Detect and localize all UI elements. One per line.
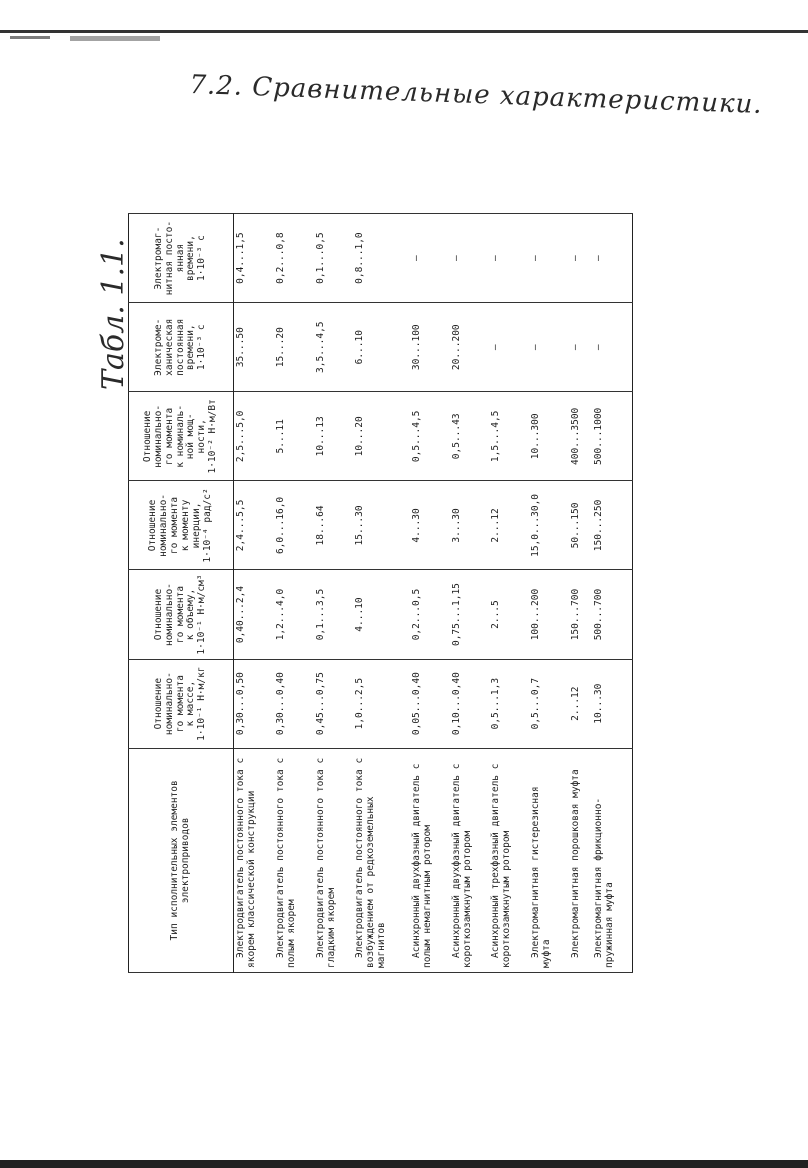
table-row bbox=[592, 214, 633, 973]
rotated-table-container bbox=[128, 213, 633, 973]
cell-value: 150...250 bbox=[592, 481, 633, 570]
header-torque-inertia: Отношение номинально- го момента к моменту инерции, 1·10⁻⁴ рад/с² bbox=[129, 481, 234, 570]
characteristics-table bbox=[128, 213, 633, 973]
cell-value: 500...700 bbox=[592, 570, 633, 659]
scan-smudge bbox=[10, 36, 50, 39]
cell-value: — bbox=[489, 214, 529, 303]
table-row bbox=[234, 214, 275, 973]
cell-value: 500...1000 bbox=[592, 392, 633, 481]
cell-value: 0,30...0,40 bbox=[274, 659, 314, 748]
cell-value: 0,30...0,50 bbox=[234, 659, 275, 748]
cell-value: 0,8...1,0 bbox=[353, 214, 410, 303]
scan-bottom-edge bbox=[0, 1160, 808, 1168]
row-name: Асинхронный двухфазный двигатель с короткозамкнутым ротором bbox=[450, 748, 490, 972]
cell-value: 1,2...4,0 bbox=[274, 570, 314, 659]
cell-value: — bbox=[569, 303, 592, 392]
cell-value: 15,0...30,0 bbox=[529, 481, 569, 570]
cell-value: 0,1...3,5 bbox=[314, 570, 354, 659]
table-row bbox=[274, 214, 314, 973]
cell-value: 15...30 bbox=[353, 481, 410, 570]
cell-value: 0,5...4,5 bbox=[410, 392, 450, 481]
cell-value: 5...11 bbox=[274, 392, 314, 481]
header-torque-mass: Отношение номинально- го момента к массе, 1·10⁻¹ Н·м/кг bbox=[129, 659, 234, 748]
cell-value: 100...200 bbox=[529, 570, 569, 659]
cell-value: 0,05...0,40 bbox=[410, 659, 450, 748]
table-header-row bbox=[129, 214, 234, 973]
cell-value: 0,40...2,4 bbox=[234, 570, 275, 659]
cell-value: 0,1...0,5 bbox=[314, 214, 354, 303]
cell-value: — bbox=[410, 214, 450, 303]
cell-value: — bbox=[592, 303, 633, 392]
table-row bbox=[489, 214, 529, 973]
cell-value: 0,2...0,5 bbox=[410, 570, 450, 659]
cell-value: 6...10 bbox=[353, 303, 410, 392]
table-row bbox=[410, 214, 450, 973]
cell-value: — bbox=[450, 214, 490, 303]
cell-value: 0,2...0,8 bbox=[274, 214, 314, 303]
cell-value: 2,5...5,0 bbox=[234, 392, 275, 481]
cell-value: 3,5...4,5 bbox=[314, 303, 354, 392]
cell-value: 20...200 bbox=[450, 303, 490, 392]
cell-value: 0,10...0,40 bbox=[450, 659, 490, 748]
cell-value: — bbox=[592, 214, 633, 303]
table-label: Табл. 1.1. bbox=[96, 238, 131, 390]
cell-value: 30...100 bbox=[410, 303, 450, 392]
cell-value: 3...30 bbox=[450, 481, 490, 570]
cell-value: 15...20 bbox=[274, 303, 314, 392]
row-name: Электродвигатель постоянного тока с полым якорем bbox=[274, 748, 314, 972]
table-row bbox=[353, 214, 410, 973]
cell-value: 35...50 bbox=[234, 303, 275, 392]
cell-value: 0,4...1,5 bbox=[234, 214, 275, 303]
cell-value: — bbox=[529, 214, 569, 303]
header-torque-volume: Отношение номинально- го момента к объему, 1·10⁻¹ Н·м/см³ bbox=[129, 570, 234, 659]
cell-value: 10...13 bbox=[314, 392, 354, 481]
scan-smudge bbox=[70, 36, 160, 41]
cell-value: — bbox=[489, 303, 529, 392]
row-name: Асинхронный двухфазный двигатель с полым немагнитным ротором bbox=[410, 748, 450, 972]
row-name: Электродвигатель постоянного тока с гладким якорем bbox=[314, 748, 354, 972]
handwritten-heading: 7.2. Сравнительные характеристики. bbox=[188, 70, 764, 120]
table-row bbox=[314, 214, 354, 973]
cell-value: 2...5 bbox=[489, 570, 529, 659]
row-name: Электромагнитная порошковая муфта bbox=[569, 748, 592, 972]
cell-value: — bbox=[569, 214, 592, 303]
row-name: Асинхронный трехфазный двигатель с короткозамкнутым ротором bbox=[489, 748, 529, 972]
table-row bbox=[450, 214, 490, 973]
cell-value: 2...12 bbox=[489, 481, 529, 570]
cell-value: 0,5...0,7 bbox=[529, 659, 569, 748]
cell-value: 4...30 bbox=[410, 481, 450, 570]
cell-value: 10...30 bbox=[592, 659, 633, 748]
cell-value: 10...20 bbox=[353, 392, 410, 481]
header-electromechanical-time: Электроме- ханическая постоянная времени, 1·10⁻³ с bbox=[129, 303, 234, 392]
cell-value: 400...3500 bbox=[569, 392, 592, 481]
cell-value: 0,45...0,75 bbox=[314, 659, 354, 748]
cell-value: 0,75...1,15 bbox=[450, 570, 490, 659]
row-name: Электродвигатель постоянного тока с якорем классической конструкции bbox=[234, 748, 275, 972]
cell-value: 6,0...16,0 bbox=[274, 481, 314, 570]
table-row bbox=[529, 214, 569, 973]
cell-value: — bbox=[529, 303, 569, 392]
cell-value: 50...150 bbox=[569, 481, 592, 570]
cell-value: 150...700 bbox=[569, 570, 592, 659]
cell-value: 0,5...43 bbox=[450, 392, 490, 481]
row-name: Электромагнитная гистерезисная муфта bbox=[529, 748, 569, 972]
row-name: Электродвигатель постоянного тока с возбуждением от редкоземельных магнитов bbox=[353, 748, 410, 972]
table-row bbox=[569, 214, 592, 973]
row-name: Электромагнитная фрикционно-пружинная муфта bbox=[592, 748, 633, 972]
header-torque-power: Отношение номинально- го момента к номиналь- ной мощ- ности, 1·10⁻² Н·м/Вт bbox=[129, 392, 234, 481]
header-electromagnetic-time: Электромаг- нитная посто- янная времени, 1·10⁻³ с bbox=[129, 214, 234, 303]
cell-value: 18...64 bbox=[314, 481, 354, 570]
cell-value: 2...12 bbox=[569, 659, 592, 748]
cell-value: 2,4...5,5 bbox=[234, 481, 275, 570]
scan-top-edge bbox=[0, 30, 808, 33]
cell-value: 1,5...4,5 bbox=[489, 392, 529, 481]
cell-value: 0,5...1,3 bbox=[489, 659, 529, 748]
header-type: Тип исполнительных элементов электроприводов bbox=[129, 748, 234, 972]
cell-value: 1,0...2,5 bbox=[353, 659, 410, 748]
cell-value: 10...300 bbox=[529, 392, 569, 481]
cell-value: 4...10 bbox=[353, 570, 410, 659]
